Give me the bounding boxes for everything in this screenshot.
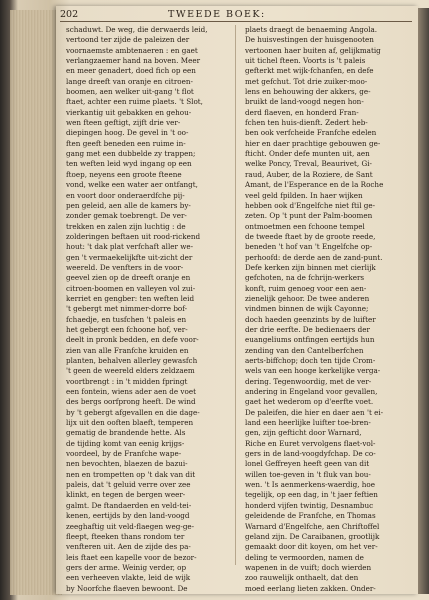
text-line: konft, ruim genoeg voor een aen-	[245, 283, 367, 293]
text-line: gen, zijn gefticht door Warnard,	[245, 428, 362, 438]
text-line: gang met een dubbelde zy trappen;	[66, 149, 196, 159]
text-line: trekken en zalen zijn luchtig : de	[66, 221, 186, 231]
text-line: pen geleid, aen alle de kamers by-	[66, 200, 191, 210]
text-line: beneden 't hof van 't Engelfche op-	[245, 242, 373, 252]
text-line: honderd vijfen twintig, Desnambuc	[245, 500, 374, 510]
text-line: aerts-biffchop; doch ten tijde Crom-	[245, 356, 376, 365]
text-line: fchaedje, en tusfchen 't paleis en	[66, 314, 187, 324]
text-line: 't gebergt met nimmer-dorre bof-	[66, 304, 188, 314]
text-line: wels van een hooge kerkelijke verga-	[245, 366, 381, 376]
right-text-column	[245, 25, 403, 594]
text-line: gefterkt met wijk-fchanfen, en defe	[245, 66, 374, 76]
text-line: Amant, de l'Esperance en de la Roche	[245, 180, 384, 190]
text-line: nen en trompetten op 't dak van dit	[66, 469, 196, 479]
text-line: voordeel, by de Franfche wape-	[66, 449, 182, 459]
text-line: zeten. Op 't punt der Palm-boomen	[245, 211, 373, 221]
text-line: gaet het wederom op d'eerfte voet.	[245, 397, 374, 407]
text-line: fticht. Onder defe munten uit, aen	[245, 149, 370, 159]
text-line: met gefchut. Tot drie zuiker-moo-	[245, 76, 368, 86]
text-line: verlangzaemer hand na boven. Meer	[66, 56, 201, 66]
text-line: en meer genadert, doed fich op een	[66, 66, 196, 76]
text-line: de tweede ftaet by de groote reede,	[245, 231, 376, 241]
text-line: des bergs oorfprong heeft. De wind	[66, 397, 196, 407]
text-line: hier en daer prachtige gebouwen ge-	[245, 138, 381, 148]
left-text-column	[66, 25, 224, 594]
text-line: geland zijn. De Caraibanen, grootlijk	[245, 531, 380, 541]
text-line: wen fteen geftigt, zijft drie ver-	[66, 118, 181, 128]
text-line: der drie eerfte. De bedienaers der	[245, 324, 370, 334]
text-line: diepingen hoog. De gevel in 't oo-	[66, 128, 189, 138]
text-line: planten, behalven allerley gewasfch	[66, 356, 198, 365]
text-line: de tijding komt van eenig krijgs-	[66, 438, 185, 448]
text-line: hout: 't dak plat verfchaft aller we-	[66, 242, 194, 252]
running-head: TWEEDE BOEK:	[168, 9, 266, 20]
text-line: De huisvestingen der huisgenooten	[245, 35, 374, 45]
text-line: Defe kerken zijn binnen met cierlijk	[245, 262, 376, 272]
text-line: derd flaeven, en honderd Fran-	[245, 107, 359, 117]
text-line: geevel zien op de dreeft oranje en	[66, 273, 191, 283]
text-line: wen. 't Is aenmerkens-waerdig, hoe	[245, 480, 375, 490]
text-line: ften geeft beneden een ruime in-	[66, 138, 186, 148]
text-line: klinkt, en tegen de bergen weer-	[66, 490, 186, 500]
text-line: galmt. De ftandaerden en veld-tei-	[66, 500, 192, 510]
text-line: kerriet en gengber: ten weften leid	[66, 293, 195, 303]
text-line: paleis, dat 't geluid verre over zee	[66, 480, 191, 490]
text-line: perhoofd: de derde aen de zand-punt.	[245, 252, 383, 262]
text-line: ftaet, achter een ruime plaets. 't Slot,	[66, 97, 203, 107]
text-line: nen bevochten, blaezen de bazui-	[66, 459, 188, 469]
text-line: by 't gebergt afgevallen en die dage-	[66, 407, 200, 417]
text-line: kenen, eertijds by den land-voogd	[66, 511, 190, 521]
text-line: gers in de land-voogdyfchap. De co-	[245, 449, 376, 459]
text-line: vierkantig uit gebakken en gehou-	[66, 107, 192, 117]
text-line: weereld. De venfters in de voor-	[66, 262, 184, 272]
text-line: deelt in pronk bedden, en defe voor-	[66, 335, 199, 345]
text-line: euangeliums ontfingen eertijds hun	[245, 335, 375, 345]
text-line: geleidende de Franfche, en Thomas	[245, 511, 376, 521]
text-line: zending van den Cantelberfchen	[245, 345, 364, 355]
text-line: ftoep, neyens een groote fteene	[66, 169, 182, 179]
text-line: leis ftaet een kapelle voor de bezor-	[66, 552, 197, 562]
text-line: gematig de brandende hette. Als	[66, 428, 186, 438]
text-line: gen 't vermaekelijkfte uit-zicht der	[66, 252, 193, 262]
text-line: zoo rauwelijk onthaelt, dat den	[245, 573, 359, 583]
text-line: uit tichel fteen. Voorts is 't paleis	[245, 56, 366, 66]
text-line: lange dreeft van oranje en citroen-	[66, 76, 193, 86]
text-line: by Noorfche flaeven bewoont. De	[66, 583, 188, 593]
text-line: lonel Geffreyen heeft geen van dit	[245, 459, 370, 469]
text-line: gers der arme. Weinig verder, op	[66, 562, 187, 572]
text-line: ontmoetmen een fchoone tempel	[245, 221, 365, 231]
text-line: venfteren uit. Aen de zijde des pa-	[66, 542, 191, 552]
text-line: vertoonen haer buiten af, gelijkmatig	[245, 45, 381, 55]
text-line: willen toe-geven in 't fluk van bou-	[245, 469, 371, 479]
text-line: gemaakt door dit koyen, om het ver-	[245, 542, 378, 552]
text-line: De paleifen, die hier en daer aen 't ei-	[245, 407, 384, 417]
text-line: dering. Tegenwoordig, met de ver-	[245, 376, 372, 386]
text-line: 't geen de weereld elders zeldzaem	[66, 366, 195, 376]
text-line: en voort door onderaerdfche pij-	[66, 190, 185, 200]
text-line: raud, Auber, de la Roziere, de Sant	[245, 169, 373, 179]
text-line: hebben ook d'Engelfche niet ftil ge-	[245, 200, 376, 210]
text-line: vindmen binnen de wijk Cayonne;	[245, 304, 369, 314]
text-line: Warnard d'Engelfche, aen Chriftoffel	[245, 521, 380, 531]
text-line: boomen, aen welker uit-gang 't flot	[66, 87, 194, 97]
text-line: fchen ten huis-dienft. Zedert heb-	[245, 118, 368, 128]
text-line: land een heerlijke luifter toe-bren-	[245, 418, 371, 428]
text-line: voortbrengt : in 't midden fpringt	[66, 376, 188, 386]
text-line: vertoond ter zijde de paleizen der	[66, 35, 190, 45]
text-line: plaets draegt de benaeming Angola.	[245, 25, 378, 34]
text-line: ben ook verfcheide Franfche edelen	[245, 128, 377, 138]
text-line: veel geld fpilden. In haer wijken	[245, 190, 363, 200]
text-line: een verheeven vlakte, leid de wijk	[66, 573, 191, 583]
right-page-edge	[418, 8, 429, 594]
text-line: andering in Engeland voor gevallen,	[245, 387, 378, 397]
text-line: lijx uit den ooften blaeft, temperen	[66, 418, 194, 428]
text-line: zonder gemak toebrengt. De ver-	[66, 211, 187, 221]
text-line: doch haeden geenzints by de luifter	[245, 314, 376, 324]
text-line: bruikt de land-voogd negen hon-	[245, 97, 364, 107]
column-divider	[235, 25, 236, 565]
text-line: voornaemste ambtenaeren : en gaet	[66, 45, 198, 55]
text-line: tegelijk, op een dag, in 't jaer feftien	[245, 490, 378, 500]
text-line: zien van alle Franfche kruiden en	[66, 345, 189, 355]
text-line: het gebergt een fchoone hof, ver-	[66, 324, 188, 334]
text-line: fleept, fteeken thans rondom ter	[66, 531, 185, 541]
text-line: ten weften leid wyd ingang op een	[66, 159, 192, 169]
header-rule	[60, 21, 412, 22]
text-line: moed eerlang lieten zakken. Onder-	[245, 583, 376, 593]
text-line: een fontein, wiens ader aen de voet	[66, 387, 196, 397]
page-number: 202	[60, 9, 79, 20]
text-line: vond, welke een water aer ontfangt,	[66, 180, 198, 190]
text-line: citroen-boomen en valleyen vol zui-	[66, 283, 196, 293]
text-line: gefchoten, na de fchrijn-werkers	[245, 273, 365, 283]
text-line: zolderingen beftaen uit rood-rickend	[66, 231, 201, 241]
text-line: zienelijk gehoor. De twee anderen	[245, 293, 370, 303]
text-line: Riche en Euret vervolgens flaet-vol-	[245, 438, 376, 448]
text-line: schaduwt. De weg, die derwaerds leid,	[66, 25, 208, 34]
text-line: deling te vermoorden, namen de	[245, 552, 364, 562]
text-line: wapenen in de vuift; doch wierden	[245, 562, 372, 572]
text-line: zeeghaftig uit veld-flaegen weg-ge-	[66, 521, 195, 531]
text-line: welke Poncy, Treval, Beaurivet, Gi-	[245, 159, 372, 169]
page-edges	[10, 10, 62, 595]
text-line: lens en behouwing der akkers, ge-	[245, 87, 371, 97]
